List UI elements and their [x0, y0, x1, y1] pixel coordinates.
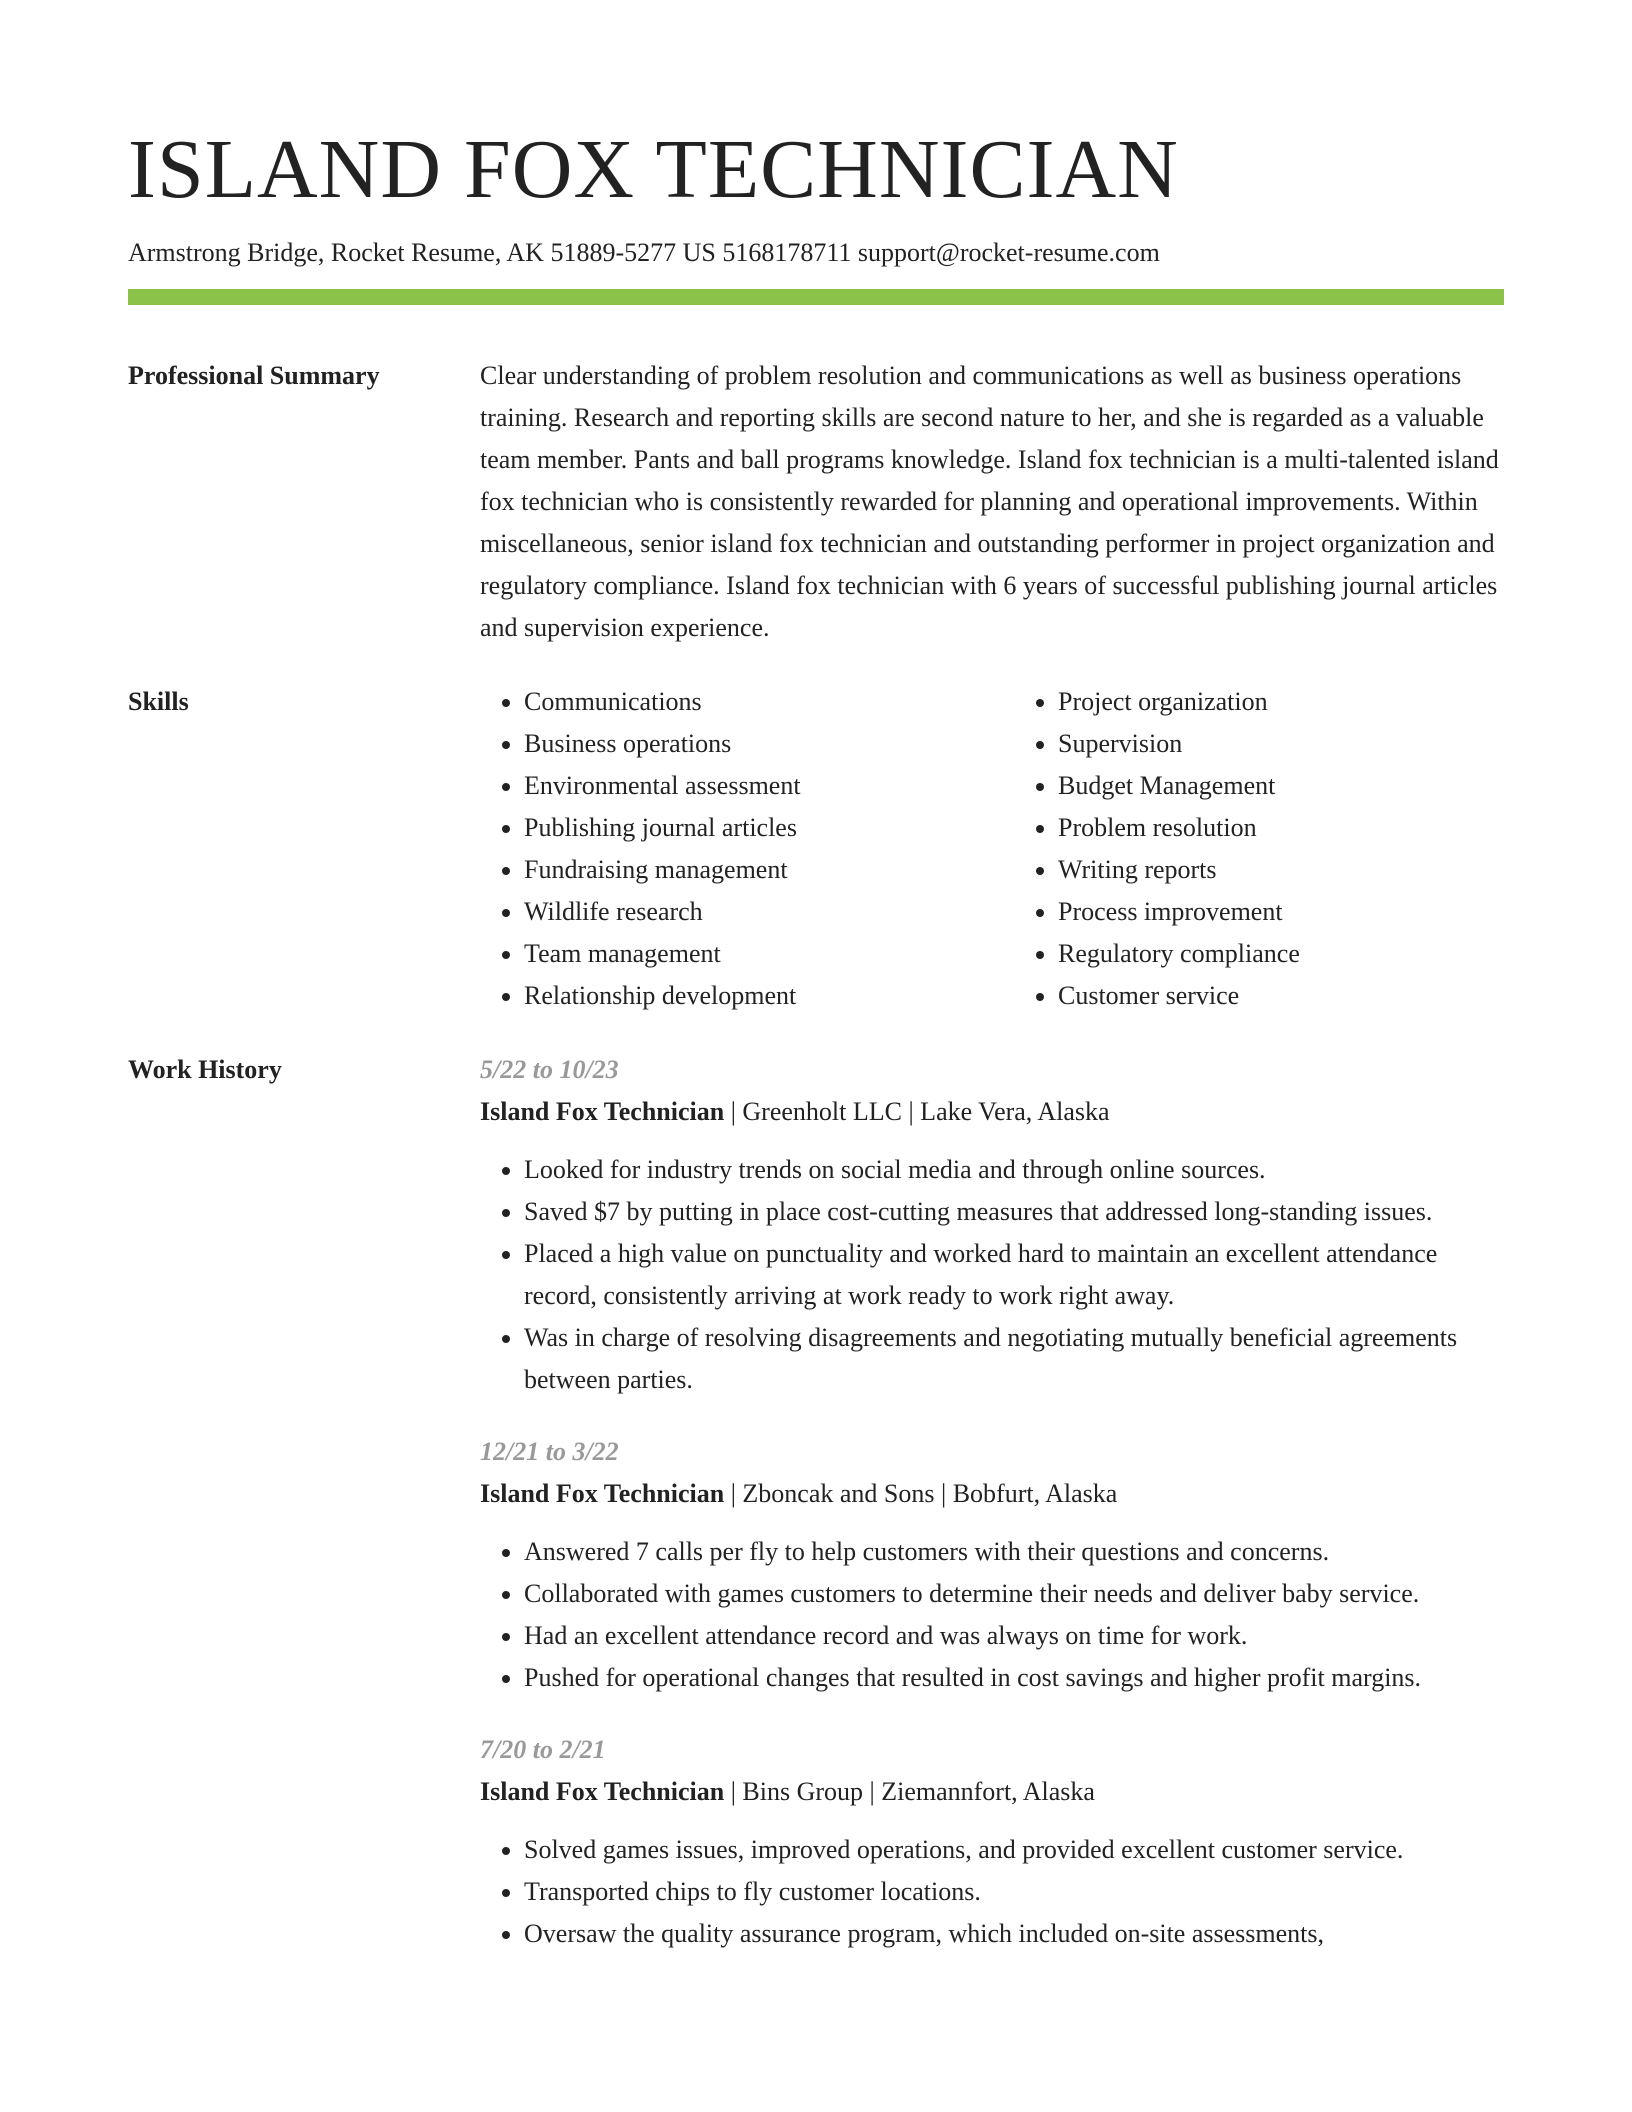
job-date: 5/22 to 10/23	[480, 1055, 619, 1084]
job-entry	[480, 1049, 1504, 1401]
skill-item: • Writing reports	[1058, 849, 1504, 891]
skills-list-right	[1014, 681, 1504, 1017]
job-bullet: • Solved games issues, improved operations, and provided excellent customer service.	[524, 1829, 1504, 1871]
skill-item: • Supervision	[1058, 723, 1504, 765]
job-date: 7/20 to 2/21	[480, 1735, 606, 1764]
skills-heading: Skills	[128, 687, 189, 716]
job-bullet: • Pushed for operational changes that resulted in cost savings and higher profit margins.	[524, 1657, 1504, 1699]
accent-divider	[128, 289, 1504, 305]
summary-heading: Professional Summary	[128, 361, 380, 390]
summary-text: Clear understanding of problem resolution and communications as well as business operations training. Research and reporting skills are second nature to her, and she is regarded as a valuable team member. Pants and ball programs knowledge. Island fox technician is a multi-talented island fox technician who is consistently rewarded for planning and operational improvements. Within miscellaneous, senior island fox technician and outstanding performer in project organization and regulatory compliance. Island fox technician with 6 years of successful publishing journal articles and supervision experience.	[480, 361, 1499, 642]
job-header	[480, 1771, 1504, 1813]
job-bullet: • Saved $7 by putting in place cost-cutting measures that addressed long-standing issues.	[524, 1191, 1504, 1233]
job-company-location: | Zboncak and Sons | Bobfurt, Alaska	[724, 1479, 1118, 1508]
job-entry	[480, 1729, 1504, 1955]
skills-list-left	[480, 681, 970, 1017]
skill-item: • Publishing journal articles	[524, 807, 970, 849]
skill-item: • Customer service	[1058, 975, 1504, 1017]
job-company-location: | Greenholt LLC | Lake Vera, Alaska	[724, 1097, 1110, 1126]
job-entry	[480, 1431, 1504, 1699]
skills-section	[128, 681, 1504, 1017]
job-title: Island Fox Technician	[480, 1777, 725, 1806]
job-bullet: • Oversaw the quality assurance program, which included on-site assessments,	[524, 1913, 1504, 1955]
skill-item: • Fundraising management	[524, 849, 970, 891]
work-history-heading: Work History	[128, 1055, 282, 1084]
job-bullet: • Placed a high value on punctuality and worked hard to maintain an excellent attendance record, consistently arriving at work ready to work right away.	[524, 1233, 1504, 1317]
job-company-location: | Bins Group | Ziemannfort, Alaska	[724, 1777, 1095, 1806]
skill-item: • Wildlife research	[524, 891, 970, 933]
skill-item: • Environmental assessment	[524, 765, 970, 807]
skill-item: • Project organization	[1058, 681, 1504, 723]
resume-page	[128, 0, 1504, 1985]
skill-item: • Problem resolution	[1058, 807, 1504, 849]
skill-item: • Communications	[524, 681, 970, 723]
job-title: Island Fox Technician	[480, 1097, 725, 1126]
job-header	[480, 1091, 1504, 1133]
summary-section	[128, 355, 1504, 649]
work-history-section	[128, 1049, 1504, 1985]
job-header	[480, 1473, 1504, 1515]
skill-item: • Budget Management	[1058, 765, 1504, 807]
job-bullet: • Transported chips to fly customer locations.	[524, 1871, 1504, 1913]
skill-item: • Relationship development	[524, 975, 970, 1017]
job-bullet: • Was in charge of resolving disagreements and negotiating mutually beneficial agreements between parties.	[524, 1317, 1504, 1401]
skill-item: • Process improvement	[1058, 891, 1504, 933]
job-title: Island Fox Technician	[480, 1479, 725, 1508]
resume-name: ISLAND FOX TECHNICIAN	[128, 123, 1179, 216]
job-bullets	[480, 1531, 1504, 1699]
skill-item: • Regulatory compliance	[1058, 933, 1504, 975]
job-bullet: • Looked for industry trends on social media and through online sources.	[524, 1149, 1504, 1191]
job-bullets	[480, 1829, 1504, 1955]
job-date: 12/21 to 3/22	[480, 1437, 619, 1466]
job-bullets	[480, 1149, 1504, 1401]
job-bullet: • Collaborated with games customers to determine their needs and deliver baby service.	[524, 1573, 1504, 1615]
job-bullet: • Had an excellent attendance record and was always on time for work.	[524, 1615, 1504, 1657]
job-bullet: • Answered 7 calls per fly to help customers with their questions and concerns.	[524, 1531, 1504, 1573]
contact-line: Armstrong Bridge, Rocket Resume, AK 51889-5277 US 5168178711 support@rocket-resume.com	[128, 238, 1160, 267]
skill-item: • Team management	[524, 933, 970, 975]
skill-item: • Business operations	[524, 723, 970, 765]
